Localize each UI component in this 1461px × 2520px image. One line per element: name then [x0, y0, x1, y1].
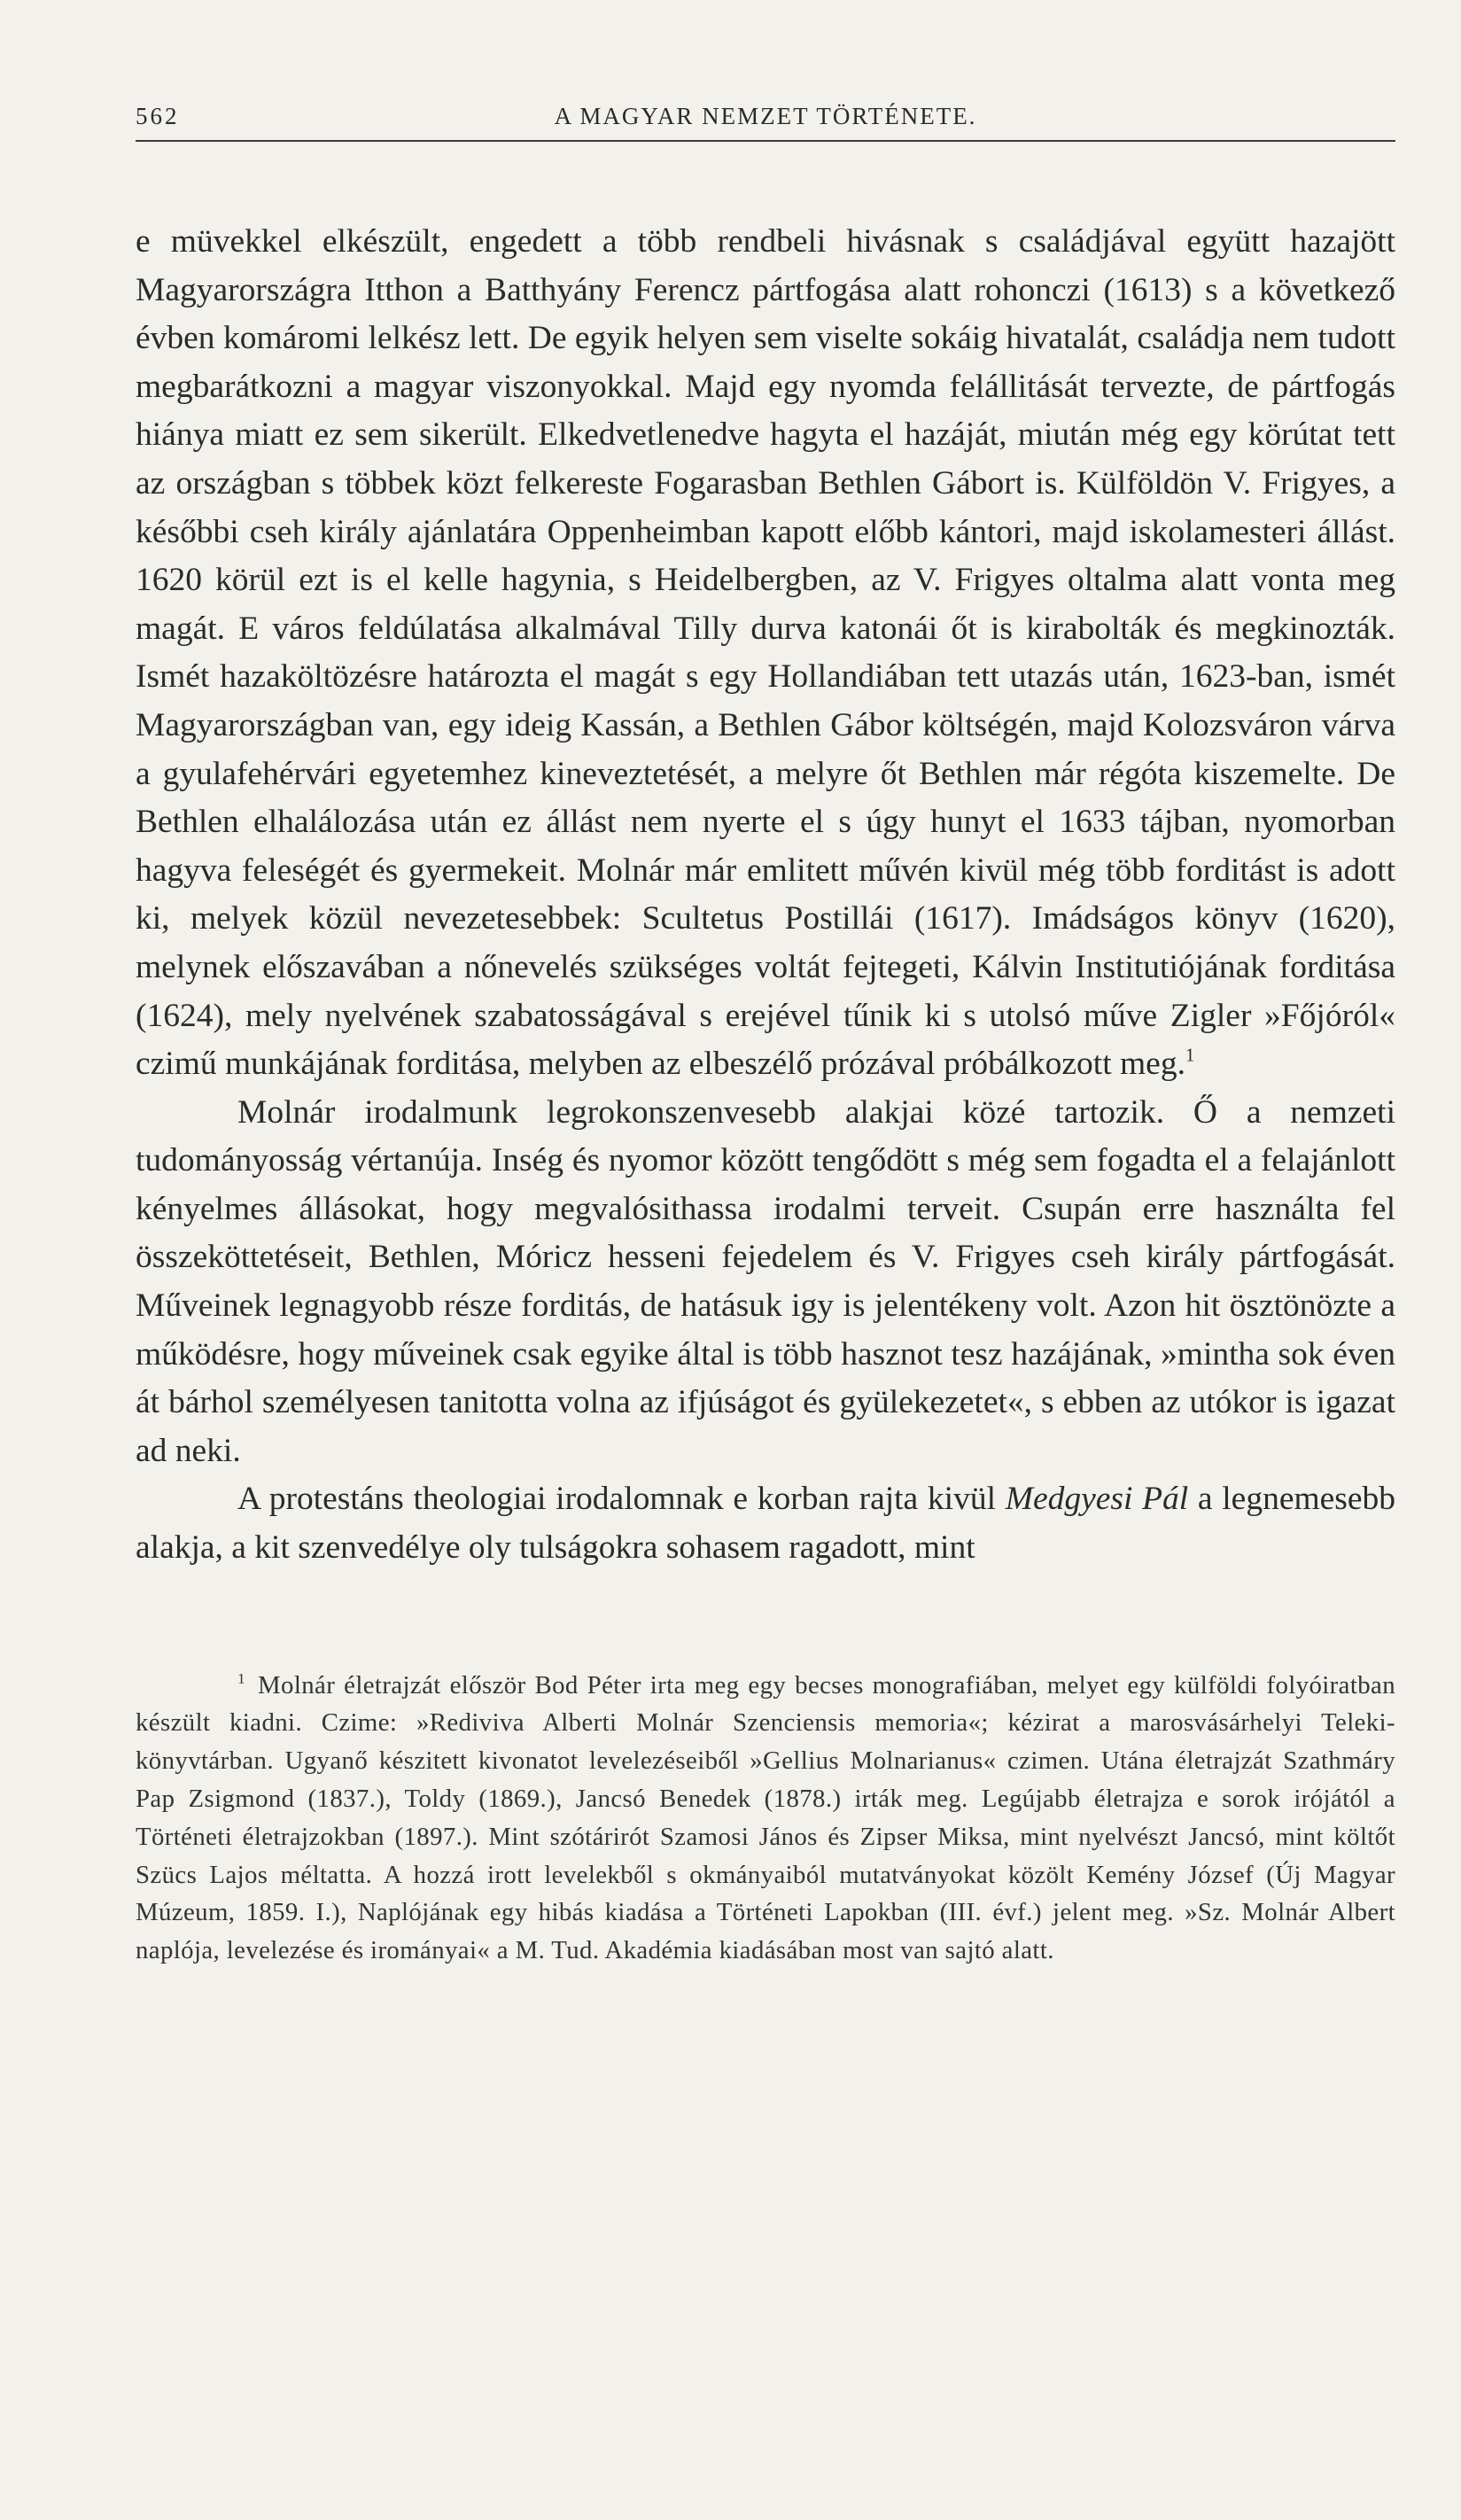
paragraph: Molnár irodalmunk legrokonszenvesebb alakjai közé tartozik. Ő a nemzeti tudományosság vértanúja. Inség és nyomor között tengődött s még sem fogadta el a felajánlott kényelmes állásokat, hogy megvalósithassa irodalmi terveit. Csupán erre használta fel összeköttetéseit, Bethlen, Móricz hesseni fejedelem és V. Frigyes cseh király pártfogását. Műveinek legnagyobb része forditás, de hatásuk igy is jelentékeny volt. Azon hit ösztönözte a működésre, hogy műveinek csak egyike által is több hasznot tesz hazájának, »mintha sok éven át bárhol személyesen tanitotta volna az ifjúságot és gyülekezetet«, s ebben az utókor is igazat ad neki.	[136, 1093, 1395, 1469]
book-page	[136, 99, 1395, 1970]
person-name: Medgyesi Pál	[1005, 1481, 1189, 1518]
paragraph-text: e müvekkel elkészült, engedett a több rendbeli hivásnak s családjával együtt hazajött Magyarországra Itthon a Batthyány Ferencz pártfogása alatt rohonczi (1613) s a következő évben komáromi lelkész lett. De egyik helyen sem viselte sokáig hivatalát, családja nem tudott megbarátkozni a magyar viszonyokkal. Majd egy nyomda felállitását tervezte, de pártfogás hiánya miatt ez sem sikerült. Elkedvetlenedve hagyta el hazáját, miután még egy körútat tett az országban s többek közt felkereste Fogarasban Bethlen Gábort is. Külföldön V. Frigyes, a későbbi cseh király ajánlatára Oppenheimban kapott előbb kántori, majd iskolamesteri állást. 1620 körül ezt is el kelle hagynia, s Heidelbergben, az V. Frigyes oltalma alatt vonta meg magát. E város feldúlatása alkalmával Tilly durva katonái őt is kirabolták és megkinozták. Ismét hazaköltözésre határozta el magát s egy Hollandiában tett utazás után, 1623-ban, ismét Magyarországban van, egy ideig Kassán, a Bethlen Gábor költségén, majd Kolozsváron várva a gyulafehérvári egyetemhez kineveztetését, a melyre őt Bethlen már régóta kiszemelte. De Bethlen elhalálozása után ez állást nem nyerte el s úgy hunyt el 1633 tájban, nyomorban hagyva feleségét és gyermekeit. Molnár már emlitett művén kivül még több forditást is adott ki, melyek közül nevezetesebbek: Scultetus Postillái (1617). Imádságos könyv (1620), melynek előszavában a nőnevelés szükséges voltát fejtegeti, Kálvin Institutiójának forditása (1624), mely nyelvének szabatosságával s erejével tűnik ki s utolsó műve Zigler »Főjóról« czimű munkájának forditása, melyben az elbeszélő prózával próbálkozott meg.	[136, 223, 1395, 1083]
body-text	[136, 218, 1395, 1573]
footnotes	[136, 1667, 1395, 1970]
paragraph	[136, 218, 1395, 1089]
footnote-mark: 1	[237, 1670, 246, 1688]
footnote-text: Molnár életrajzát először Bod Péter irta meg egy becses monografiában, melyet egy külföldi folyóiratban készült kiadni. Czime: »Rediviva Alberti Molnár Szenciensis memoria«; kézirat a marosvásárhelyi Teleki-könyvtárban. Ugyanő készitett kivonatot levelezéseiből »Gellius Molnarianus« czimen. Utána életrajzát Szathmáry Pap Zsigmond (1837.), Toldy (1869.), Jancsó Benedek (1878.) irták meg. Legújabb életrajza e sorok irójától a Történeti életrajzokban (1897.). Mint szótárirót Szamosi János és Zipser Miksa, mint nyelvészt Jancsó, mint költőt Szücs Lajos méltatta. A hozzá irott levelekből s okmányaiból mutatványokat közölt Kemény József (Új Magyar Múzeum, 1859. I.), Naplójának egy hibás kiadása a Történeti Lapokban (III. évf.) jelent meg. »Sz. Molnár Albert naplója, levelezése és irományai« a M. Tud. Akadémia kiadásában most van sajtó alatt.	[136, 1670, 1395, 1965]
paragraph-text: A protestáns theologiai irodalomnak e korban rajta kivül	[237, 1481, 996, 1518]
paragraph	[136, 1475, 1395, 1572]
footnote-reference: 1	[1185, 1046, 1195, 1066]
running-title: A MAGYAR NEMZET TÖRTÉNETE.	[554, 103, 977, 129]
page-number: 562	[136, 103, 180, 129]
paragraph-text: a legnemesebb alakja, a kit szenvedélye oly tulságokra sohasem ragadott, mint	[136, 1481, 1396, 1567]
running-header	[136, 99, 1395, 142]
footnote	[136, 1667, 1395, 1970]
